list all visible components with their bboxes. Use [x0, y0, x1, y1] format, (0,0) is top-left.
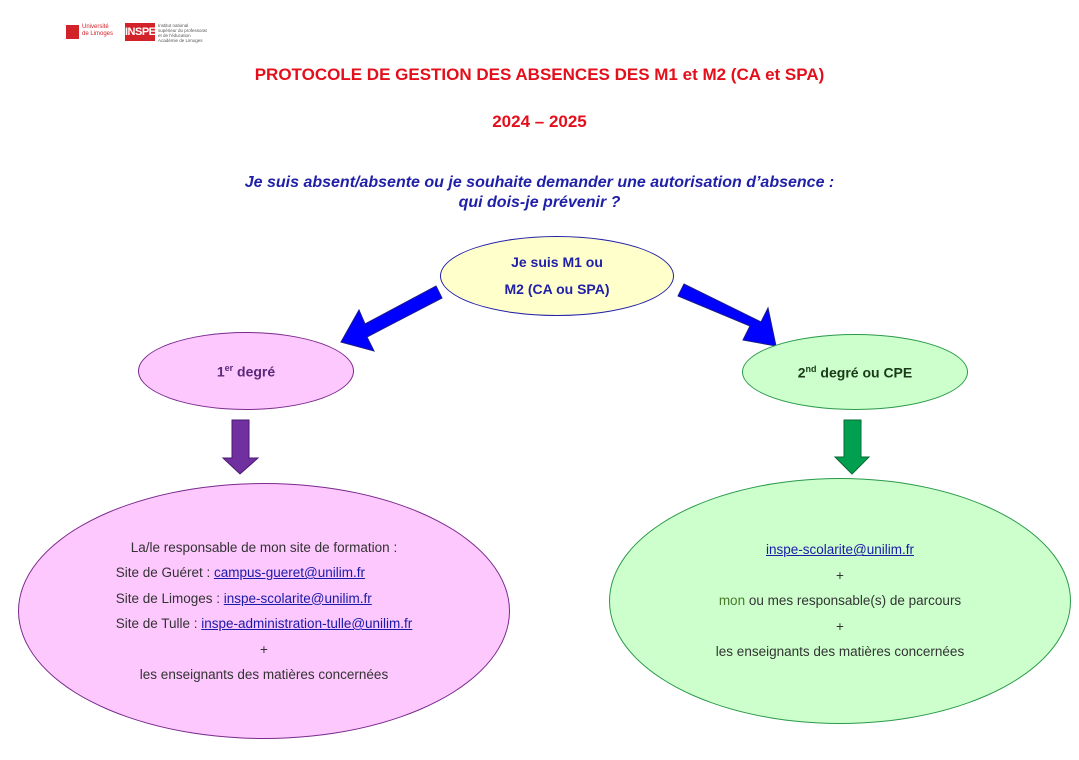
teachers-text: les enseignants des matières concernées [139, 667, 389, 682]
contacts-intro: La/le responsable de mon site de formation : [130, 539, 398, 555]
email-link-scolarite[interactable]: inspe-scolarite@unilim.fr [766, 542, 914, 558]
teachers-text: les enseignants des matières concernées [715, 644, 965, 660]
inspe-logo-text: Institut national supérieur du professorat et de l'éducation Académie de Limoges [158, 23, 207, 43]
site-limoges: Site de Limoges : inspe-scolarite@unilim.fr [115, 590, 372, 606]
arrow-down-second-degree [835, 420, 869, 474]
first-degree-label: 1er degré [216, 362, 276, 380]
plus-sign: + [836, 567, 844, 583]
root-node [440, 236, 674, 316]
responsables-text: mon ou mes responsable(s) de parcours [718, 593, 962, 609]
arrow-to-second-degree [678, 284, 776, 346]
site-gueret: Site de Guéret : campus-gueret@unilim.fr [115, 565, 366, 580]
email-link-gueret[interactable]: campus-gueret@unilim.fr [214, 565, 366, 580]
first-degree-contacts [18, 483, 510, 739]
root-node-line-2: M2 (CA ou SPA) [504, 281, 610, 297]
second-degree-label: 2nd degré ou CPE [797, 363, 913, 381]
root-node-line-1: Je suis M1 ou [511, 254, 603, 270]
question-line-2: qui dois-je prévenir ? [458, 194, 621, 211]
arrow-to-first-degree [341, 286, 442, 351]
email-link-tulle[interactable]: inspe-administration-tulle@unilim.fr [201, 616, 413, 631]
question-line-1: Je suis absent/absente ou je souhaite demander une autorisation d’absence : [244, 174, 835, 191]
first-degree-node [138, 332, 354, 410]
second-degree-contacts [609, 478, 1071, 724]
site-list [116, 560, 413, 637]
site-tulle: Site de Tulle : inspe-administration-tulle@unilim.fr [115, 616, 413, 631]
plus-sign: + [836, 618, 844, 634]
page-title: PROTOCOLE DE GESTION DES ABSENCES DES M1 et M2 (CA et SPA) [254, 65, 825, 84]
plus-sign: + [260, 641, 268, 657]
second-degree-node [742, 334, 968, 410]
page-year: 2024 – 2025 [492, 112, 587, 131]
university-logo-text: Université de Limoges [82, 24, 114, 37]
email-link-limoges[interactable]: inspe-scolarite@unilim.fr [223, 590, 372, 606]
inspe-logo-mark: INSPE [125, 23, 155, 41]
arrow-down-first-degree [223, 420, 258, 474]
